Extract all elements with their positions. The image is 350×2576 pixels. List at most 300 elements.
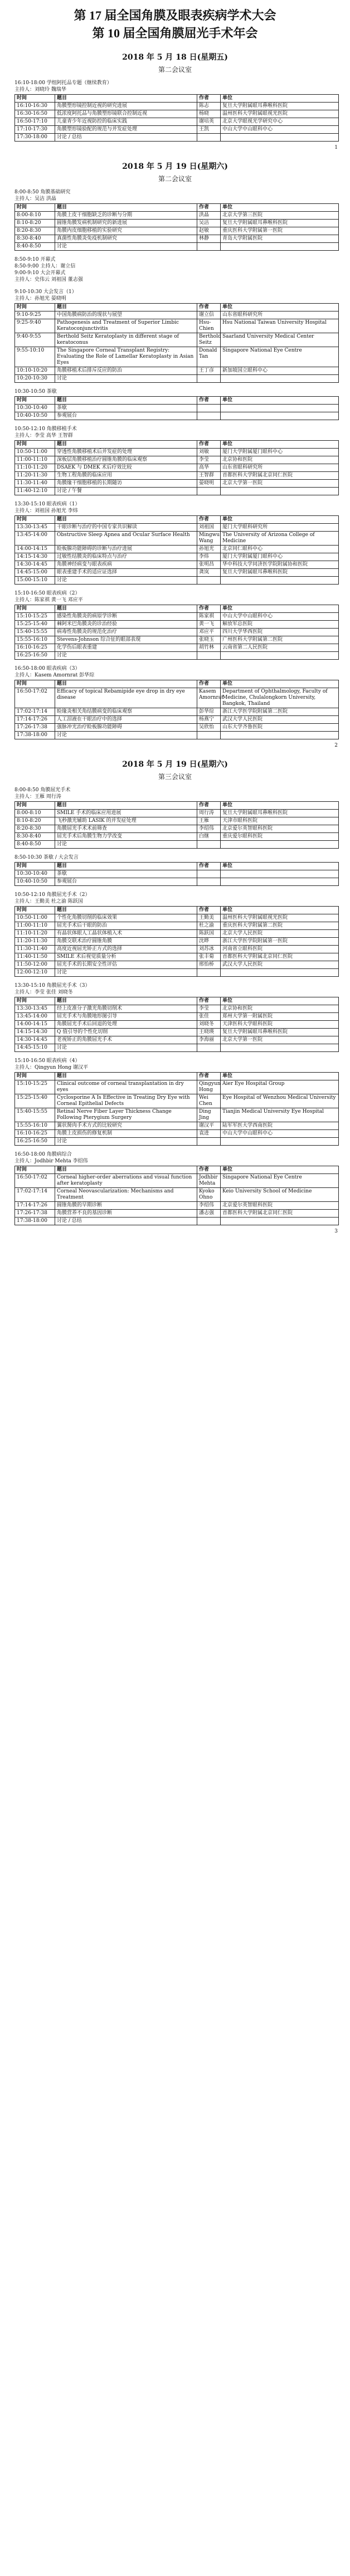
topic-cell: Retinal Nerve Fiber Layer Thickness Change Following Pterygium Surgery [55,1108,197,1122]
time-cell: 11:20-11:30 [15,938,55,946]
speaker-cell [197,405,221,412]
time-cell: 17:14-17:26 [15,1202,55,1210]
schedule-table [14,203,339,251]
speaker-cell: 彭华琮 [197,708,221,716]
schedule-table [14,680,339,739]
table-row [15,1036,339,1044]
speaker-cell [197,577,221,585]
table-row [15,969,339,977]
topic-cell: Q 值引导的个性化切削 [55,1029,197,1036]
time-cell: 10:30-10:40 [15,405,55,412]
table-row [15,220,339,227]
table-row [15,817,339,825]
time-cell: 13:30-13:45 [15,524,55,532]
topic-cell: 感染性角膜炎的病原学诊断 [55,613,197,621]
unit-cell: 首都医科大学附属北京同仁医院 [221,1210,339,1218]
time-cell: 10:30-10:40 [15,870,55,878]
table-row [15,524,339,532]
unit-cell: 中山大学中山眼科中心 [221,126,339,134]
schedule-table [14,396,339,420]
unit-cell: 陆军军医大学西南医院 [221,1122,339,1130]
speaker-cell: 李海丽 [197,1036,221,1044]
unit-cell: 河南省立眼科医院 [221,946,339,953]
time-cell: 10:50-11:00 [15,914,55,922]
table-row [15,212,339,220]
unit-cell: 山东省眼科研究所 [221,464,339,472]
unit-cell [221,488,339,495]
topic-cell: 人工泪液在干眼治疗中的选择 [55,716,197,724]
table-row [15,472,339,480]
topic-cell: 个性化角膜切削的临床效果 [55,914,197,922]
session-chairs: 主持人：李莹 张佳 刘晓冬 [14,990,73,995]
time-cell: 12:00-12:10 [15,969,55,977]
unit-cell: 首都医科大学附属北京同仁医院 [221,953,339,961]
unit-cell: 天津医科大学眼科医院 [221,1021,339,1029]
session-chairs: 主持人：吴洁 洪晶 [14,196,56,202]
table-row [15,1138,339,1146]
table-row [15,708,339,716]
unit-cell: 解放军总医院 [221,621,339,629]
table-row [15,1202,339,1210]
unit-cell: Eye Hospital of Wenzhou Medical University [221,1094,339,1108]
session-chairs: 主持人：孙旭光 晏晓明 [14,296,66,301]
time-cell: 17:10-17:30 [15,126,55,134]
speaker-cell: 张晓玉 [197,636,221,644]
unit-cell [221,375,339,383]
speaker-cell: Mingwu Wang [197,532,221,546]
room-heading: 第二会议室 [158,66,192,74]
time-cell: 8:00-8:10 [15,810,55,817]
topic-cell: 讨论 [55,1138,197,1146]
time-cell: 16:50-17:02 [15,688,55,708]
column-header-time: 时间 [15,397,55,405]
speaker-cell: 邓应平 [197,629,221,636]
table-row [15,1044,339,1052]
speaker-cell: 邢怡桥 [197,961,221,969]
unit-cell: 重庆医科大学附属第一医院 [221,227,339,235]
speaker-cell: Berthold Seitz [197,333,221,347]
table-row [15,569,339,577]
speaker-cell: 王雁 [197,817,221,825]
topic-cell: 角膜塑形镜验配的规范与并发症处理 [55,126,197,134]
speaker-cell: 杨燕宁 [197,716,221,724]
table-row [15,688,339,708]
topic-cell: 角膜上皮干细胞缺乏的诊断与分期 [55,212,197,220]
speaker-cell: 谢汉平 [197,1122,221,1130]
speaker-cell: 黄一飞 [197,621,221,629]
topic-cell: 中国角膜病防治的现状与展望 [55,311,197,319]
column-header-time: 时间 [15,907,55,914]
unit-cell [221,732,339,739]
topic-cell: 参观展台 [55,878,197,886]
table-row [15,841,339,849]
topic-cell: 讨论 [55,375,197,383]
session-chairs: 主持人：王勤美 杜之渝 陈跃国 [14,899,83,904]
unit-cell: 四川大学华西医院 [221,629,339,636]
topic-cell: 圆锥角膜发病机制研究的新进展 [55,220,197,227]
table-header-row [15,997,339,1005]
speaker-cell [197,488,221,495]
topic-cell: SMILE 手术的临床应用进展 [55,810,197,817]
table-header-row [15,802,339,810]
unit-cell: 北京大学人民医院 [221,930,339,938]
speaker-cell: 刘祖国 [197,524,221,532]
speaker-cell [197,412,221,420]
unit-cell: Department of Ophthalmology, Faculty of Medicine, Chulalongkorn University, Bangkok, Thailand [221,688,339,708]
speaker-cell: 刘敏 [197,449,221,456]
unit-cell: 郑州大学第一附属医院 [221,1013,339,1021]
topic-cell: 儿童青少年近视防控的临床实践 [55,118,197,126]
session-block [14,854,339,886]
schedule-table [14,605,339,660]
session-block [14,787,339,849]
column-header-topic: 题目 [55,1166,197,1174]
time-cell: 17:26-17:38 [15,1210,55,1218]
column-header-unit: 单位 [221,605,339,613]
topic-cell: 讨论 [55,652,197,660]
time-cell: 16:10-16:25 [15,644,55,652]
time-cell: 10:50-11:00 [15,449,55,456]
unit-cell: 青岛大学附属医院 [221,235,339,243]
time-cell: 11:50-12:00 [15,961,55,969]
table-row [15,110,339,118]
session-heading: 8:50-10:30 茶歇 / 大会发言 [14,855,79,860]
column-header-topic: 题目 [55,907,197,914]
time-cell: 15:40-15:55 [15,629,55,636]
table-row [15,636,339,644]
unit-cell [221,243,339,251]
page-number: 2 [334,743,338,748]
table-row [15,375,339,383]
speaker-cell [197,870,221,878]
time-cell: 13:45-14:00 [15,532,55,546]
column-header-topic: 题目 [55,1073,197,1080]
unit-cell: 重庆爱尔眼科医院 [221,833,339,841]
column-header-speaker: 作者 [197,1073,221,1080]
topic-cell: 低浓度阿托品与角膜塑形镜联合控制近视 [55,110,197,118]
time-cell: 9:40-9:55 [15,333,55,347]
table-header-row [15,95,339,103]
table-row [15,464,339,472]
speaker-cell: 谢培英 [197,118,221,126]
schedule-table [14,1072,339,1146]
session-chairs: 主持人：刘祖国 孙旭光 李炜 [14,508,78,514]
time-cell: 11:40-11:50 [15,953,55,961]
speaker-cell [197,652,221,660]
topic-cell: 讨论 / 午餐 [55,488,197,495]
unit-cell: 复旦大学附属眼耳鼻喉科医院 [221,1029,339,1036]
column-header-speaker: 作者 [197,1166,221,1174]
unit-cell: 浙江大学医学院附属第二医院 [221,708,339,716]
date-heading: 2018 年 5 月 19 日(星期六) [122,162,228,171]
table-row [15,1210,339,1218]
speaker-cell [197,969,221,977]
room-heading: 第三会议室 [158,773,192,781]
topic-cell: 讨论 [55,732,197,739]
speaker-cell: 王智群 [197,472,221,480]
time-cell: 15:10-15:25 [15,613,55,621]
schedule-table [14,997,339,1052]
table-header-row [15,1166,339,1174]
session-block [14,256,339,283]
schedule-table [14,906,339,977]
time-cell: 15:55-16:10 [15,636,55,644]
time-cell: 15:10-15:25 [15,1080,55,1094]
column-header-unit: 单位 [221,863,339,870]
day-block-1 [0,51,350,142]
column-header-unit: 单位 [221,680,339,688]
session-heading: 13:30-15:10 眼表疾病（1） [14,501,80,507]
unit-cell: Keio University School of Medicine [221,1188,339,1202]
unit-cell: 北京大学第一医院 [221,480,339,488]
unit-cell [221,412,339,420]
speaker-cell [197,1044,221,1052]
topic-cell: 讨论 [55,969,197,977]
topic-cell: 讨论 / 总结 [55,134,197,142]
time-cell: 16:50-17:02 [15,1174,55,1188]
session-block [14,1058,339,1146]
topic-cell: 茶歇 [55,870,197,878]
topic-cell: SMILE 术后视觉质量分析 [55,953,197,961]
table-row [15,235,339,243]
topic-cell: Corneal Neovascularization: Mechanisms and Treatment [55,1188,197,1202]
unit-cell [221,1218,339,1225]
topic-cell: 睑缘炎相关角结膜病变的临床观察 [55,708,197,716]
time-cell: 13:30-13:45 [15,1005,55,1013]
unit-cell: 重庆医科大学附属第二医院 [221,922,339,930]
time-cell: 11:00-11:10 [15,922,55,930]
speaker-cell: 李炜 [197,553,221,561]
time-cell: 16:10-16:30 [15,103,55,110]
unit-cell: Saarland University Medical Center [221,333,339,347]
column-header-unit: 单位 [221,907,339,914]
table-row [15,1188,339,1202]
session-block [14,289,339,383]
topic-cell: 角膜缘干细胞移植的长期随访 [55,480,197,488]
topic-cell: 角膜屈光手术术前筛查 [55,825,197,833]
time-cell: 8:40-8:50 [15,243,55,251]
unit-cell: 复旦大学附属眼耳鼻喉科医院 [221,103,339,110]
time-cell: 11:30-11:40 [15,946,55,953]
table-header-row [15,605,339,613]
topic-cell: 真菌性角膜炎免疫机制研究 [55,235,197,243]
topic-cell: Pathogenesis and Treatment of Superior Limbic Keratoconjunctivitis [55,319,197,333]
table-row [15,561,339,569]
speaker-cell: 王勤美 [197,914,221,922]
topic-cell: 飞秒激光辅助 LASIK 的并发症处理 [55,817,197,825]
table-row [15,227,339,235]
time-cell: 9:25-9:40 [15,319,55,333]
time-cell: 14:30-14:45 [15,1036,55,1044]
column-header-speaker: 作者 [197,802,221,810]
time-cell: 8:30-8:40 [15,833,55,841]
topic-cell: 老视矫正的角膜屈光手术 [55,1036,197,1044]
topic-cell: 角膜交联术治疗圆锥角膜 [55,938,197,946]
unit-cell: 山东大学齐鲁医院 [221,724,339,732]
column-header-time: 时间 [15,1166,55,1174]
unit-cell: 广州医科大学附属第二医院 [221,636,339,644]
table-row [15,449,339,456]
speaker-cell: 潘志强 [197,1210,221,1218]
topic-cell: Clinical outcome of corneal transplantation in dry eyes [55,1080,197,1094]
time-cell: 11:20-11:30 [15,472,55,480]
topic-cell: Cyclosporine A Is Effective in Treating Dry Eye with Corneal Epithelial Defects [55,1094,197,1108]
speaker-cell: 刘苏冰 [197,946,221,953]
topic-cell: 穿透性角膜移植术后并发症的处理 [55,449,197,456]
session-block [14,1151,339,1225]
unit-cell: 温州医科大学附属眼视光医院 [221,110,339,118]
table-header-row [15,907,339,914]
session-chairs: 主持人：Kasem Amornrat 彭华琮 [14,673,95,678]
session-block [14,388,339,420]
speaker-cell [197,1138,221,1146]
time-cell: 11:10-11:20 [15,464,55,472]
day-block-3 [0,758,350,1225]
unit-cell: Aier Eye Hospital Group [221,1080,339,1094]
unit-cell: 厦门大学附属厦门眼科中心 [221,449,339,456]
table-row [15,488,339,495]
session-chairs: 主持人：Jodhbir Mehta 李绍伟 [14,1158,88,1164]
column-header-speaker: 作者 [197,304,221,311]
speaker-cell [197,841,221,849]
table-row [15,347,339,367]
time-cell: 17:26-17:38 [15,724,55,732]
page-number: 1 [334,145,338,150]
speaker-cell: Wei Chen [197,1094,221,1108]
topic-cell: 屈光手术的长期安全性评估 [55,961,197,969]
session-chairs: 主持人：刘晓玲 魏瑞华 [14,87,66,92]
column-header-time: 时间 [15,997,55,1005]
unit-cell: 温州医科大学附属眼视光医院 [221,914,339,922]
speaker-cell: 高华 [197,464,221,472]
time-cell: 16:10-16:25 [15,1130,55,1138]
speaker-cell: 杨晓 [197,110,221,118]
table-row [15,126,339,134]
session-block [14,665,339,739]
speaker-cell: Kasem Amornrat [197,688,221,708]
session-heading: 16:50-18:00 角膜病综合 [14,1152,72,1157]
column-header-unit: 单位 [221,516,339,524]
topic-cell: 角膜移植术后排斥反应的防治 [55,367,197,375]
session-heading: 8:50-9:10 开幕式 [14,257,56,262]
column-header-time: 时间 [15,605,55,613]
unit-cell: 浙江大学医学院附属第一医院 [221,938,339,946]
session-heading: 9:10-10:30 大会发言（1） [14,289,77,295]
table-row [15,1080,339,1094]
table-row [15,652,339,660]
session-chairs: 主持人：Qingyun Hong 谢汉平 [14,1065,89,1070]
session-heading: 8:00-8:50 角膜基础研究 [14,189,71,195]
topic-cell: 屈光手术与角膜地形图引导 [55,1013,197,1021]
topic-cell: 干眼诊断与治疗的中国专家共识解读 [55,524,197,532]
topic-cell: 讨论 / 总结 [55,1218,197,1225]
time-cell: 17:02-17:14 [15,1188,55,1202]
time-cell: 17:02-17:14 [15,708,55,716]
speaker-cell: Ding Jing [197,1108,221,1122]
unit-cell [221,870,339,878]
table-header-row [15,397,339,405]
speaker-cell: 林静 [197,235,221,243]
table-header-row [15,204,339,212]
topic-cell: 强脉冲光治疗睑板腺功能障碍 [55,724,197,732]
table-row [15,810,339,817]
unit-cell: 新加坡国立眼科中心 [221,367,339,375]
time-cell: 13:45-14:00 [15,1013,55,1021]
unit-cell: Tianjin Medical University Eye Hospital [221,1108,339,1122]
unit-cell [221,134,339,142]
time-cell: 15:55-16:10 [15,1122,55,1130]
unit-cell: 北京大学第一医院 [221,1036,339,1044]
table-row [15,553,339,561]
session-block [14,80,339,142]
topic-cell: 翼状胬肉手术方式的比较研究 [55,1122,197,1130]
speaker-cell: Hsu-Chien [197,319,221,333]
table-row [15,946,339,953]
schedule-table [14,94,339,142]
session-heading: 10:50-12:10 角膜移植手术 [14,426,77,432]
column-header-time: 时间 [15,441,55,449]
speaker-cell: Jodhbir Mehta [197,1174,221,1188]
table-row [15,405,339,412]
time-cell: 14:00-14:15 [15,1021,55,1029]
session-heading: 10:30-10:50 茶歇 [14,389,57,395]
speaker-cell: 晏晓明 [197,480,221,488]
time-cell: 16:25-16:50 [15,1138,55,1146]
topic-cell: 讨论 [55,841,197,849]
time-cell: 16:25-16:50 [15,652,55,660]
table-row [15,577,339,585]
table-row [15,1130,339,1138]
speaker-cell [197,878,221,886]
time-cell: 8:20-8:30 [15,227,55,235]
session-heading: 8:00-8:50 角膜屈光手术 [14,787,71,793]
topic-cell: 讨论 [55,577,197,585]
speaker-cell: 洪晶 [197,212,221,220]
topic-cell: Efficacy of topical Rebamipide eye drop in dry eye disease [55,688,197,708]
column-header-time: 时间 [15,863,55,870]
column-header-speaker: 作者 [197,95,221,103]
table-row [15,1122,339,1130]
unit-cell [221,652,339,660]
speaker-cell: 吴洁 [197,220,221,227]
table-row [15,480,339,488]
column-header-speaker: 作者 [197,516,221,524]
time-cell: 8:00-8:10 [15,212,55,220]
time-cell: 17:38-18:00 [15,732,55,739]
table-row [15,243,339,251]
topic-cell: 屈光手术后干眼的防治 [55,922,197,930]
time-cell: 8:30-8:40 [15,235,55,243]
time-cell: 11:40-12:10 [15,488,55,495]
speaker-cell: 周行涛 [197,810,221,817]
column-header-time: 时间 [15,204,55,212]
unit-cell: 厦门大学附属厦门眼科中心 [221,553,339,561]
column-header-topic: 题目 [55,605,197,613]
unit-cell: 厦门大学眼科研究所 [221,524,339,532]
schedule-table [14,1166,339,1225]
table-row [15,532,339,546]
program-page [0,0,350,1245]
session-heading: 15:10-16:50 眼表疾病（2） [14,591,80,596]
table-header-row [15,441,339,449]
unit-cell: 北京同仁眼科中心 [221,546,339,553]
session-heading: 13:30-15:10 角膜屈光手术（3） [14,983,90,988]
table-row [15,367,339,375]
unit-cell: 中山大学中山眼科中心 [221,1130,339,1138]
time-cell: 14:15-14:30 [15,1029,55,1036]
time-cell: 11:30-11:40 [15,480,55,488]
unit-cell: Hsu National Taiwan University Hospital [221,319,339,333]
